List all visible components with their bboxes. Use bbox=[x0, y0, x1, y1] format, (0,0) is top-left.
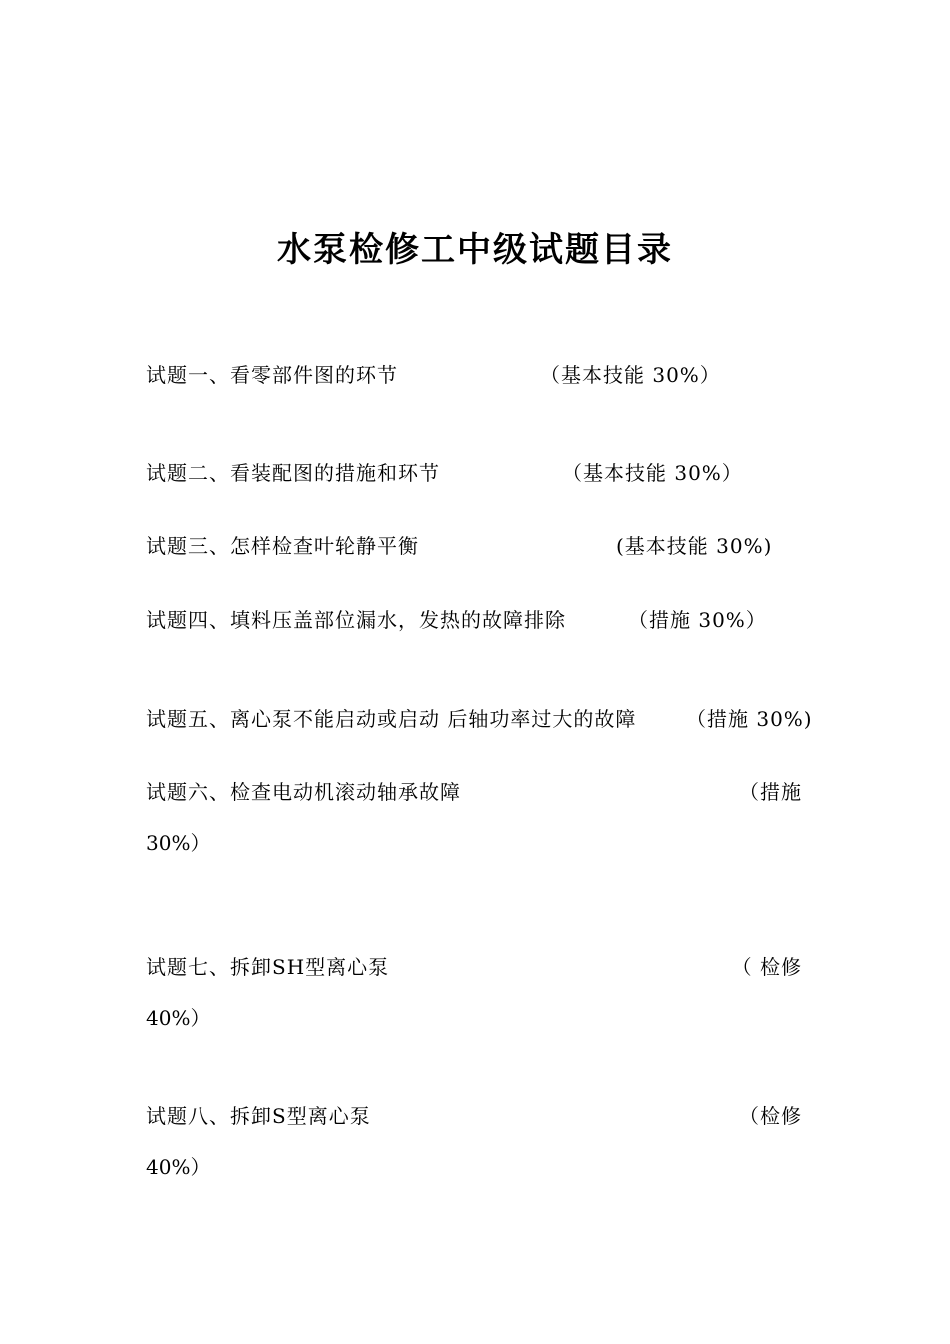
toc-item-6-tag-cont: 30%） bbox=[146, 831, 211, 855]
toc-item-1: 试题一、看零部件图的环节 bbox=[146, 363, 398, 387]
toc-item-4-tag: （措施 30%） bbox=[628, 608, 767, 632]
toc-item-1-tag: （基本技能 30%） bbox=[540, 363, 721, 387]
page-title: 水泵检修工中级试题目录 bbox=[277, 230, 673, 270]
toc-item-6: 试题六、检查电动机滚动轴承故障 bbox=[146, 780, 461, 804]
toc-item-7-tag: （ 检修 bbox=[731, 955, 802, 979]
toc-item-2: 试题二、看装配图的措施和环节 bbox=[146, 461, 440, 485]
toc-item-8: 试题八、拆卸S型离心泵 bbox=[146, 1104, 371, 1128]
toc-item-5: 试题五、离心泵不能启动或启动 后轴功率过大的故障 bbox=[146, 707, 637, 731]
toc-item-8-tag-cont: 40%） bbox=[146, 1155, 211, 1179]
toc-item-5-tag: （措施 30%) bbox=[686, 707, 813, 731]
toc-item-6-tag: （措施 bbox=[739, 780, 802, 804]
toc-item-8-tag: （检修 bbox=[739, 1104, 802, 1128]
toc-item-3: 试题三、怎样检查叶轮静平衡 bbox=[146, 534, 419, 558]
toc-item-7: 试题七、拆卸SH型离心泵 bbox=[146, 955, 390, 979]
toc-item-7-tag-cont: 40%） bbox=[146, 1006, 211, 1030]
toc-item-2-tag: （基本技能 30%） bbox=[562, 461, 743, 485]
toc-item-3-tag: (基本技能 30%) bbox=[616, 534, 773, 558]
toc-item-4: 试题四、填料压盖部位漏水，发热的故障排除 bbox=[146, 608, 566, 632]
